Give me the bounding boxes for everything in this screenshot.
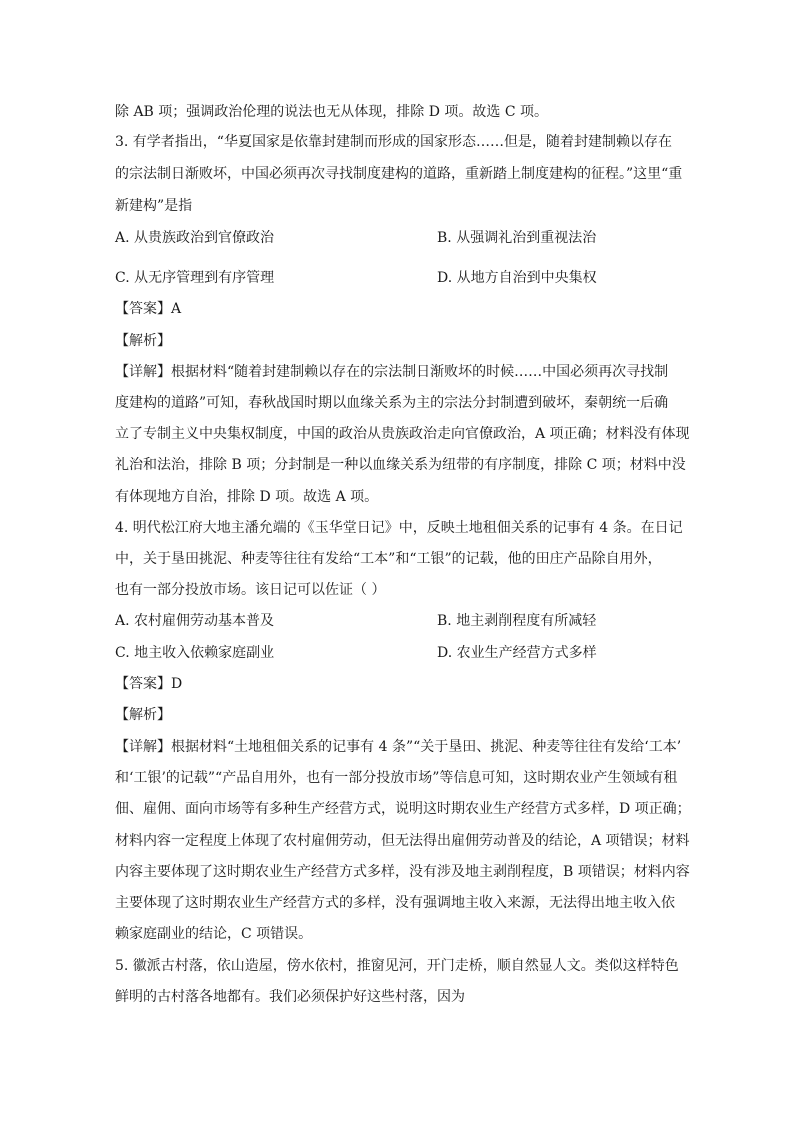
q4-analysis-label: 【解析】 [115, 707, 171, 723]
q3-detail-line-1: 【详解】根据材料“随着封建制赖以存在的宗法制日渐败坏的时候……中国必须再次寻找制 [115, 364, 669, 380]
q4-detail-line-3: 佃、雇佣、面向市场等有多种生产经营方式，说明这时期农业生产经营方式多样，D 项正确； [115, 801, 691, 817]
q4-stem-line-1: 4. 明代松江府大地主潘允端的《玉华堂日记》中，反映土地租佃关系的记事有 4 条。在日记 [115, 520, 683, 536]
q4-answer: 【答案】D [115, 676, 183, 692]
q3-stem-line-1: 3. 有学者指出，“华夏国家是依靠封建制而形成的国家形态……但是，随着封建制赖以存在 [115, 134, 672, 150]
q4-detail-line-7: 赖家庭副业的结论，C 项错误。 [115, 926, 313, 942]
q3-detail-line-4: 礼治和法治，排除 B 项；分封制是一种以血缘关系为纽带的有序制度，排除 C 项；材料中没 [115, 457, 686, 473]
q4-detail-line-6: 主要体现了这时期农业生产经营方式的多样，没有强调地主收入来源，无法得出地主收入依 [115, 895, 675, 911]
q3-option-d: D. 从地方自治到中央集权 [437, 270, 597, 286]
q3-analysis-label: 【解析】 [115, 333, 171, 349]
q4-detail-line-2: 和‘工银’的记载”“产品自用外，也有一部分投放市场”等信息可知，这时期农业产生领域有租 [115, 770, 678, 786]
q3-detail-line-3: 立了专制主义中央集权制度，中国的政治从贵族政治走向官僚政治，A 项正确；材料没有体现 [115, 426, 690, 442]
q4-detail-line-1: 【详解】根据材料“土地租佃关系的记事有 4 条”“关于垦田、挑泥、种麦等往往有发给‘工本’ [115, 739, 682, 755]
q4-option-b: B. 地主剥削程度有所减轻 [437, 613, 597, 629]
q4-detail-line-5: 内容主要体现了这时期农业生产经营方式多样，没有涉及地主剥削程度，B 项错误；材料内容 [115, 864, 690, 880]
q4-option-d: D. 农业生产经营方式多样 [437, 645, 597, 661]
q3-detail-line-2: 度建构的道路”可知，春秋战国时期以血缘关系为主的宗法分封制遭到破坏，秦朝统一后确 [115, 395, 669, 411]
q3-option-c: C. 从无序管理到有序管理 [115, 270, 275, 286]
q3-detail-line-5: 有体现地方自治，排除 D 项。故选 A 项。 [115, 489, 379, 505]
q5-stem-line-2: 鲜明的古村落各地都有。我们必须保护好这些村落，因为 [115, 989, 465, 1005]
q3-option-b: B. 从强调礼治到重视法治 [437, 230, 597, 246]
q4-option-c: C. 地主收入依赖家庭副业 [115, 645, 275, 661]
q3-answer: 【答案】A [115, 301, 182, 317]
q3-stem-line-2: 的宗法制日渐败坏，中国必须再次寻找制度建构的道路，重新踏上制度建构的征程。”这里“重 [115, 166, 683, 182]
q3-stem-line-3: 新建构”是指 [115, 198, 193, 214]
q4-stem-line-3: 也有一部分投放市场。该日记可以佐证（ ） [115, 582, 386, 598]
q3-option-a: A. 从贵族政治到官僚政治 [115, 230, 275, 246]
q4-detail-line-4: 材料内容一定程度上体现了农村雇佣劳动，但无法得出雇佣劳动普及的结论，A 项错误；材料 [115, 833, 690, 849]
q2-explanation-tail: 除 AB 项；强调政治伦理的说法也无从体现，排除 D 项。故选 C 项。 [115, 104, 549, 120]
q5-stem-line-1: 5. 徽派古村落，依山造屋，傍水依村，推窗见河，开门走桥，顺自然显人文。类似这样特色 [115, 958, 679, 974]
q4-option-a: A. 农村雇佣劳动基本普及 [115, 613, 275, 629]
q4-stem-line-2: 中，关于垦田挑泥、种麦等往往有发给“工本”和“工银”的记载，他的田庄产品除自用外， [115, 551, 662, 567]
